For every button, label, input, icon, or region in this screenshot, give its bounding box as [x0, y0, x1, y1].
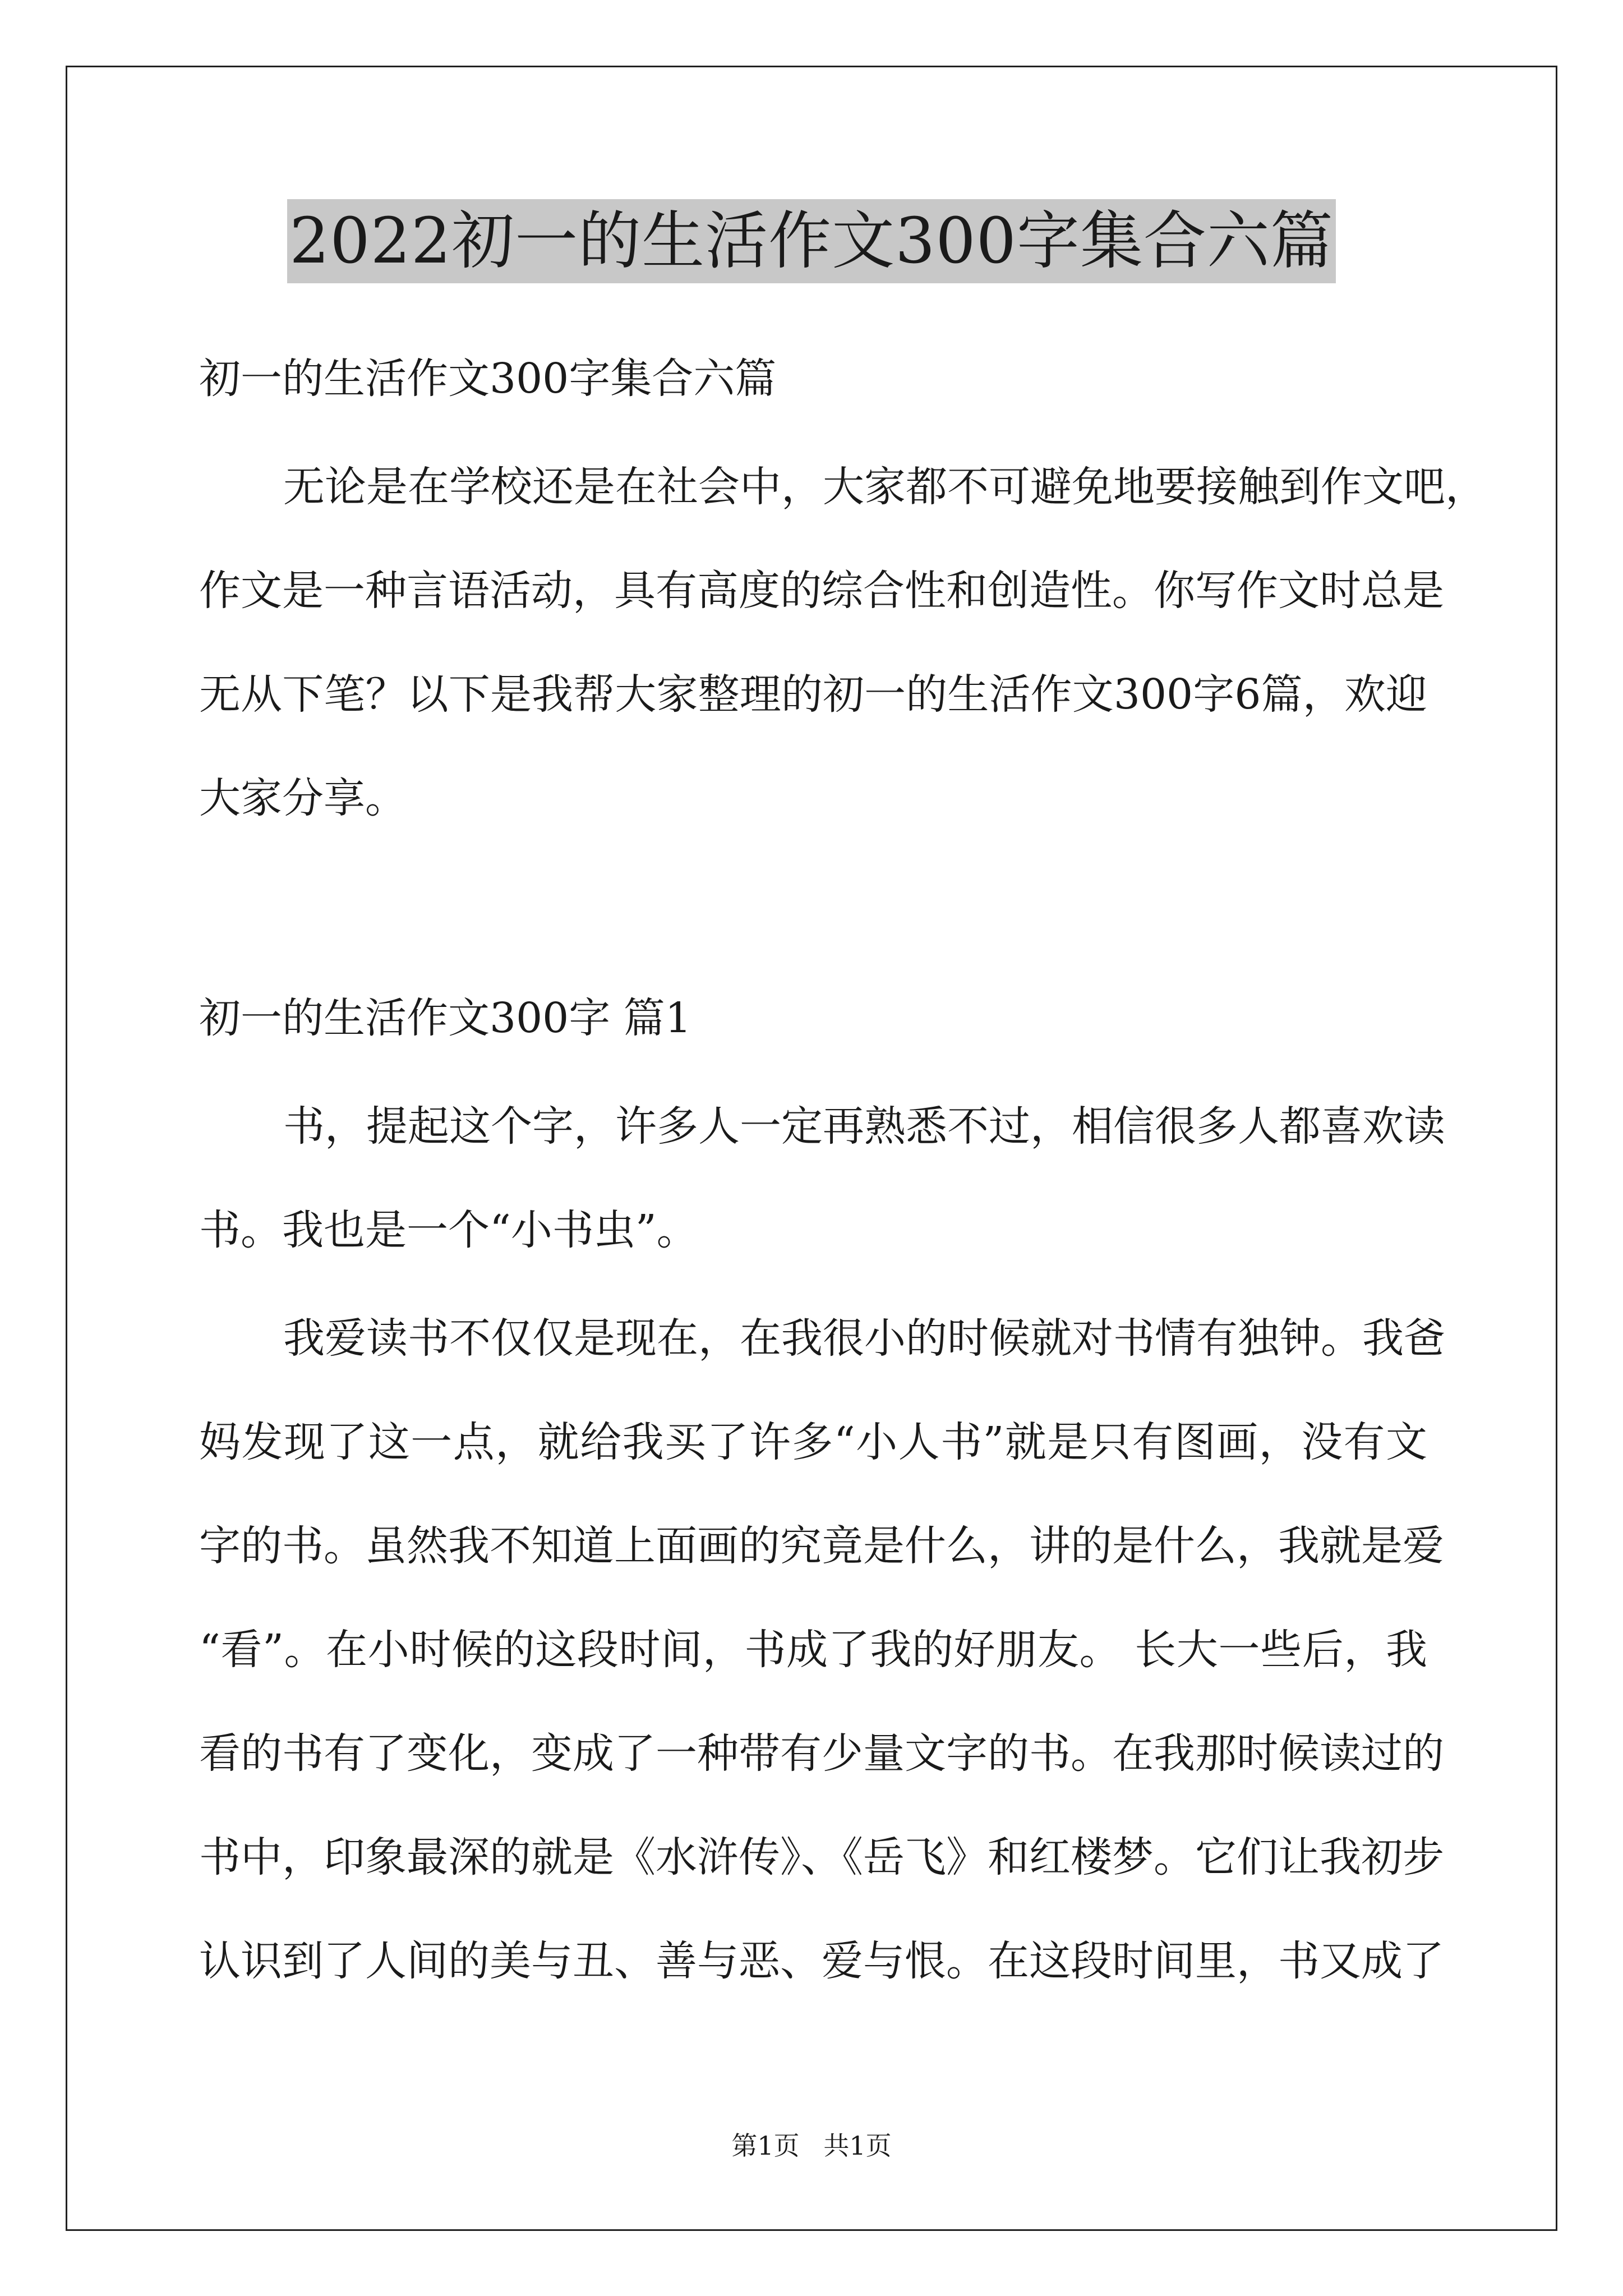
- page-footer: [0, 2129, 1623, 2162]
- para2-line-2: 妈发现了这一点，就给我买了许多“小人书”就是只有图画，没有文: [199, 1418, 1427, 1466]
- para2-line-4: “看”。在小时候的这段时间，书成了我的好朋友。 长大一些后，我: [199, 1626, 1427, 1674]
- page-number-total: 共1页: [823, 2131, 892, 2161]
- intro-line-2: 作文是一种言语活动，具有高度的综合性和创造性。你写作文时总是: [199, 567, 1444, 615]
- intro-line-1: 无论是在学校还是在社会中，大家都不可避免地要接触到作文吧，: [283, 463, 1487, 511]
- para2-line-6: 书中，印象最深的就是《水浒传》、《岳飞》和红楼梦。它们让我初步: [199, 1833, 1444, 1881]
- document-title: 2022初一的生活作文300字集合六篇: [287, 199, 1336, 283]
- page-number-current: 第1页: [731, 2131, 800, 2161]
- intro-line-4: 大家分享。: [199, 774, 407, 822]
- para2-line-5: 看的书有了变化，变成了一种带有少量文字的书。在我那时候读过的: [199, 1729, 1444, 1778]
- document-subtitle: 初一的生活作文300字集合六篇: [199, 355, 777, 403]
- intro-line-3: 无从下笔？以下是我帮大家整理的初一的生活作文300字6篇，欢迎: [199, 670, 1427, 719]
- para2-line-1: 我爱读书不仅仅是现在，在我很小的时候就对书情有独钟。我爸: [283, 1314, 1445, 1363]
- section-heading: 初一的生活作文300字 篇1: [199, 994, 691, 1042]
- title-wrap: [0, 199, 1623, 283]
- para1-line-1: 书，提起这个字，许多人一定再熟悉不过，相信很多人都喜欢读: [283, 1102, 1445, 1151]
- para2-line-3: 字的书。虽然我不知道上面画的究竟是什么，讲的是什么，我就是爱: [199, 1522, 1444, 1570]
- para1-line-2: 书。我也是一个“小书虫”。: [199, 1206, 698, 1254]
- para2-line-7: 认识到了人间的美与丑、善与恶、爱与恨。在这段时间里，书又成了: [199, 1937, 1444, 1985]
